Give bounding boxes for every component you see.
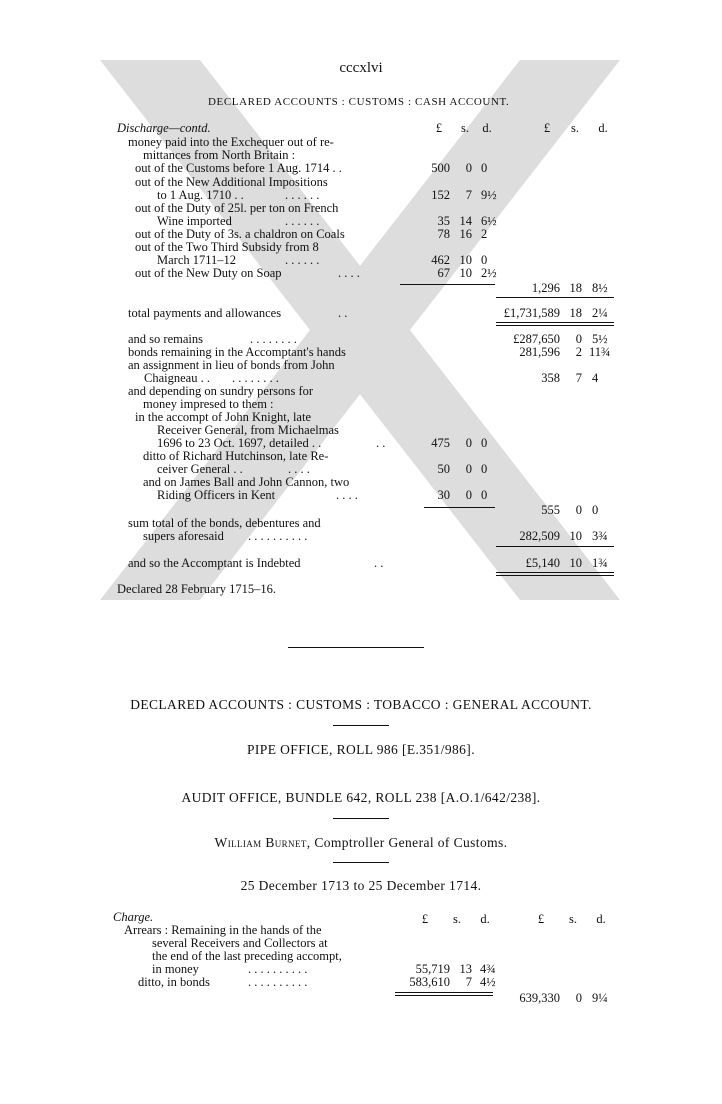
amount-shillings: 0 bbox=[575, 332, 582, 346]
amount-shillings: 10 bbox=[459, 253, 472, 267]
amount-pence: 0 bbox=[481, 436, 488, 450]
amount-pence: 0 bbox=[481, 161, 488, 175]
amount-pounds: £5,140 bbox=[525, 556, 560, 570]
text-line: out of the Duty of 3s. a chaldron on Coals bbox=[135, 227, 345, 241]
accounting-period: 25 December 1713 to 25 December 1714. bbox=[240, 878, 482, 893]
amount-pounds: £1,731,589 bbox=[503, 306, 560, 320]
sum-rule bbox=[400, 284, 495, 285]
amount-pence: 1¾ bbox=[592, 556, 608, 570]
amount-shillings: 7 bbox=[465, 188, 472, 202]
text-line: ditto of Richard Hutchinson, late Re- bbox=[143, 449, 329, 463]
amount-pounds: 1,296 bbox=[531, 281, 560, 295]
amount-pence: 2 bbox=[481, 227, 488, 241]
amount-pence: 2½ bbox=[481, 266, 497, 280]
leader-dots: . . . . . . . . . . bbox=[248, 975, 308, 989]
amount-shillings: 7 bbox=[465, 975, 472, 989]
text-line: out of the New Duty on Soap bbox=[135, 266, 282, 280]
amount-pounds: 281,596 bbox=[519, 345, 560, 359]
amount-pounds: 35 bbox=[437, 214, 450, 228]
amount-shillings: 18 bbox=[569, 306, 582, 320]
text-line: bonds remaining in the Accomptant's hands bbox=[128, 345, 346, 359]
leader-dots: . . . . . . . . bbox=[250, 332, 297, 346]
amount-pence: 8½ bbox=[592, 281, 608, 295]
amount-shillings: 16 bbox=[459, 227, 472, 241]
amount-pounds: 67 bbox=[437, 266, 450, 280]
officer-name: William Burnet bbox=[214, 835, 307, 850]
text-line: and so remains bbox=[128, 332, 203, 346]
amount-pounds: 152 bbox=[431, 188, 450, 202]
short-rule bbox=[333, 862, 389, 863]
amount-pounds: 55,719 bbox=[415, 962, 450, 976]
col-header-pounds-2: £ bbox=[543, 121, 551, 135]
leader-dots: . . . . . . bbox=[285, 214, 320, 228]
short-rule bbox=[333, 725, 389, 726]
text-line: mittances from North Britain : bbox=[143, 148, 296, 162]
leader-dots: . . . . . . bbox=[285, 188, 320, 202]
leader-dots: . . . . . . . . . . bbox=[248, 962, 308, 976]
short-rule bbox=[333, 818, 389, 819]
amount-pounds: 639,330 bbox=[519, 991, 560, 1005]
amount-shillings: 10 bbox=[569, 529, 582, 543]
amount-shillings: 7 bbox=[575, 371, 582, 385]
text-line: 1696 to 23 Oct. 1697, detailed . . bbox=[157, 436, 322, 450]
text-line: the end of the last preceding accompt, bbox=[152, 949, 342, 963]
leader-dots: . . . . bbox=[288, 462, 310, 476]
officer-line bbox=[0, 835, 722, 851]
text-line: sum total of the bonds, debentures and bbox=[128, 516, 321, 530]
amount-pounds: 462 bbox=[431, 253, 450, 267]
officer-title: , Comptroller General of Customs. bbox=[306, 835, 508, 850]
amount-shillings: 0 bbox=[465, 161, 472, 175]
text-line: out of the Two Third Subsidy from 8 bbox=[135, 240, 319, 254]
amount-pence: 3¾ bbox=[592, 529, 608, 543]
amount-pence: 0 bbox=[481, 488, 488, 502]
text-line: Chaigneau . . bbox=[144, 371, 210, 385]
running-head: DECLARED ACCOUNTS : CUSTOMS : CASH ACCOUNT. bbox=[208, 96, 510, 108]
amount-pounds: 583,610 bbox=[409, 975, 450, 989]
amount-shillings: 18 bbox=[569, 281, 582, 295]
amount-pence: 0 bbox=[481, 253, 488, 267]
leader-dots: . . . . . . . . . . bbox=[248, 529, 308, 543]
declared-date: Declared 28 February 1715–16. bbox=[117, 582, 276, 596]
amount-pounds: 30 bbox=[437, 488, 450, 502]
leader-dots: . . . . bbox=[336, 488, 358, 502]
text-line: ceiver General . . bbox=[157, 462, 243, 476]
amount-shillings: 0 bbox=[465, 488, 472, 502]
amount-pence: 4½ bbox=[480, 975, 496, 989]
leader-dots: . . bbox=[374, 556, 384, 570]
amount-pounds: 500 bbox=[431, 161, 450, 175]
leader-dots: . . bbox=[338, 306, 348, 320]
text-line: out of the Duty of 25l. per ton on French bbox=[135, 201, 339, 215]
amount-pence: 9½ bbox=[481, 188, 497, 202]
amount-shillings: 10 bbox=[569, 556, 582, 570]
amount-pence: 9¼ bbox=[592, 991, 608, 1005]
text-line: out of the New Additional Impositions bbox=[135, 175, 328, 189]
text-line: March 1711–12 bbox=[157, 253, 237, 267]
text-line: an assignment in lieu of bonds from John bbox=[128, 358, 335, 372]
amount-pounds: £287,650 bbox=[513, 332, 560, 346]
leader-dots: . . . . bbox=[338, 266, 360, 280]
amount-pounds: 555 bbox=[541, 503, 560, 517]
pipe-office-reference: PIPE OFFICE, ROLL 986 [E.351/986]. bbox=[247, 742, 475, 757]
double-rule bbox=[395, 992, 493, 996]
amount-shillings: 2 bbox=[575, 345, 582, 359]
text-line: several Receivers and Collectors at bbox=[152, 936, 328, 950]
col-header-pence: d. bbox=[482, 121, 492, 135]
amount-pence: 0 bbox=[592, 503, 599, 517]
amount-shillings: 0 bbox=[465, 462, 472, 476]
double-rule bbox=[496, 572, 614, 576]
double-rule bbox=[496, 322, 614, 326]
col-header-shillings: s. bbox=[453, 912, 461, 926]
section-separator bbox=[288, 647, 424, 648]
sum-rule bbox=[496, 546, 614, 547]
text-line: Receiver General, from Michaelmas bbox=[157, 423, 339, 437]
amount-pence: 4 bbox=[592, 371, 599, 385]
text-line: in money bbox=[152, 962, 199, 976]
leader-dots: . . . . . . bbox=[285, 253, 320, 267]
page-number: cccxlvi bbox=[339, 60, 383, 76]
col-header-pence-2: d. bbox=[596, 912, 606, 926]
section-label: Charge. bbox=[113, 910, 154, 924]
amount-shillings: 14 bbox=[459, 214, 472, 228]
text-line: and depending on sundry persons for bbox=[128, 384, 314, 398]
amount-pence: 2¼ bbox=[592, 306, 608, 320]
sum-rule bbox=[424, 507, 495, 508]
amount-pounds: 358 bbox=[541, 371, 560, 385]
amount-shillings: 13 bbox=[459, 962, 472, 976]
col-header-pounds-2: £ bbox=[537, 912, 545, 926]
text-line: ditto, in bonds bbox=[138, 975, 210, 989]
amount-shillings: 10 bbox=[459, 266, 472, 280]
amount-shillings: 0 bbox=[465, 436, 472, 450]
text-line: and so the Accomptant is Indebted bbox=[128, 556, 301, 570]
text-line: money paid into the Exchequer out of re- bbox=[128, 135, 334, 149]
text-line: to 1 Aug. 1710 . . bbox=[157, 188, 244, 202]
amount-pence: 4¾ bbox=[480, 962, 496, 976]
section-title: DECLARED ACCOUNTS : CUSTOMS : TOBACCO : GENERAL ACCOUNT. bbox=[130, 697, 592, 712]
leader-dots: . . bbox=[376, 436, 386, 450]
sum-rule bbox=[496, 297, 614, 298]
amount-pence: 5½ bbox=[592, 332, 608, 346]
col-header-pence: d. bbox=[480, 912, 490, 926]
text-line: Riding Officers in Kent bbox=[157, 488, 276, 502]
text-line: and on James Ball and John Cannon, two bbox=[143, 475, 350, 489]
col-header-pounds: £ bbox=[421, 912, 429, 926]
col-header-pence-2: d. bbox=[598, 121, 608, 135]
text-line: total payments and allowances bbox=[128, 306, 282, 320]
col-header-shillings-2: s. bbox=[571, 121, 579, 135]
text-line: Arrears : Remaining in the hands of the bbox=[124, 923, 322, 937]
amount-pounds: 282,509 bbox=[519, 529, 560, 543]
text-line: in the accompt of John Knight, late bbox=[135, 410, 312, 424]
amount-pence: 6½ bbox=[481, 214, 497, 228]
text-line: out of the Customs before 1 Aug. 1714 . . bbox=[135, 161, 342, 175]
amount-shillings: 0 bbox=[575, 991, 582, 1005]
audit-office-reference: AUDIT OFFICE, BUNDLE 642, ROLL 238 [A.O.1/642/238]. bbox=[181, 790, 541, 805]
section-label: Discharge—contd. bbox=[117, 121, 211, 135]
amount-pounds: 475 bbox=[431, 436, 450, 450]
amount-pounds: 50 bbox=[437, 462, 450, 476]
col-header-shillings-2: s. bbox=[569, 912, 577, 926]
col-header-pounds: £ bbox=[435, 121, 443, 135]
amount-shillings: 0 bbox=[575, 503, 582, 517]
text-line: money impresed to them : bbox=[143, 397, 274, 411]
amount-pence: 11¾ bbox=[589, 345, 611, 359]
text-line: supers aforesaid bbox=[143, 529, 224, 543]
amount-pence: 0 bbox=[481, 462, 488, 476]
amount-pounds: 78 bbox=[437, 227, 450, 241]
col-header-shillings: s. bbox=[461, 121, 469, 135]
leader-dots: . . . . . . . . bbox=[232, 371, 279, 385]
text-line: Wine imported bbox=[157, 214, 232, 228]
